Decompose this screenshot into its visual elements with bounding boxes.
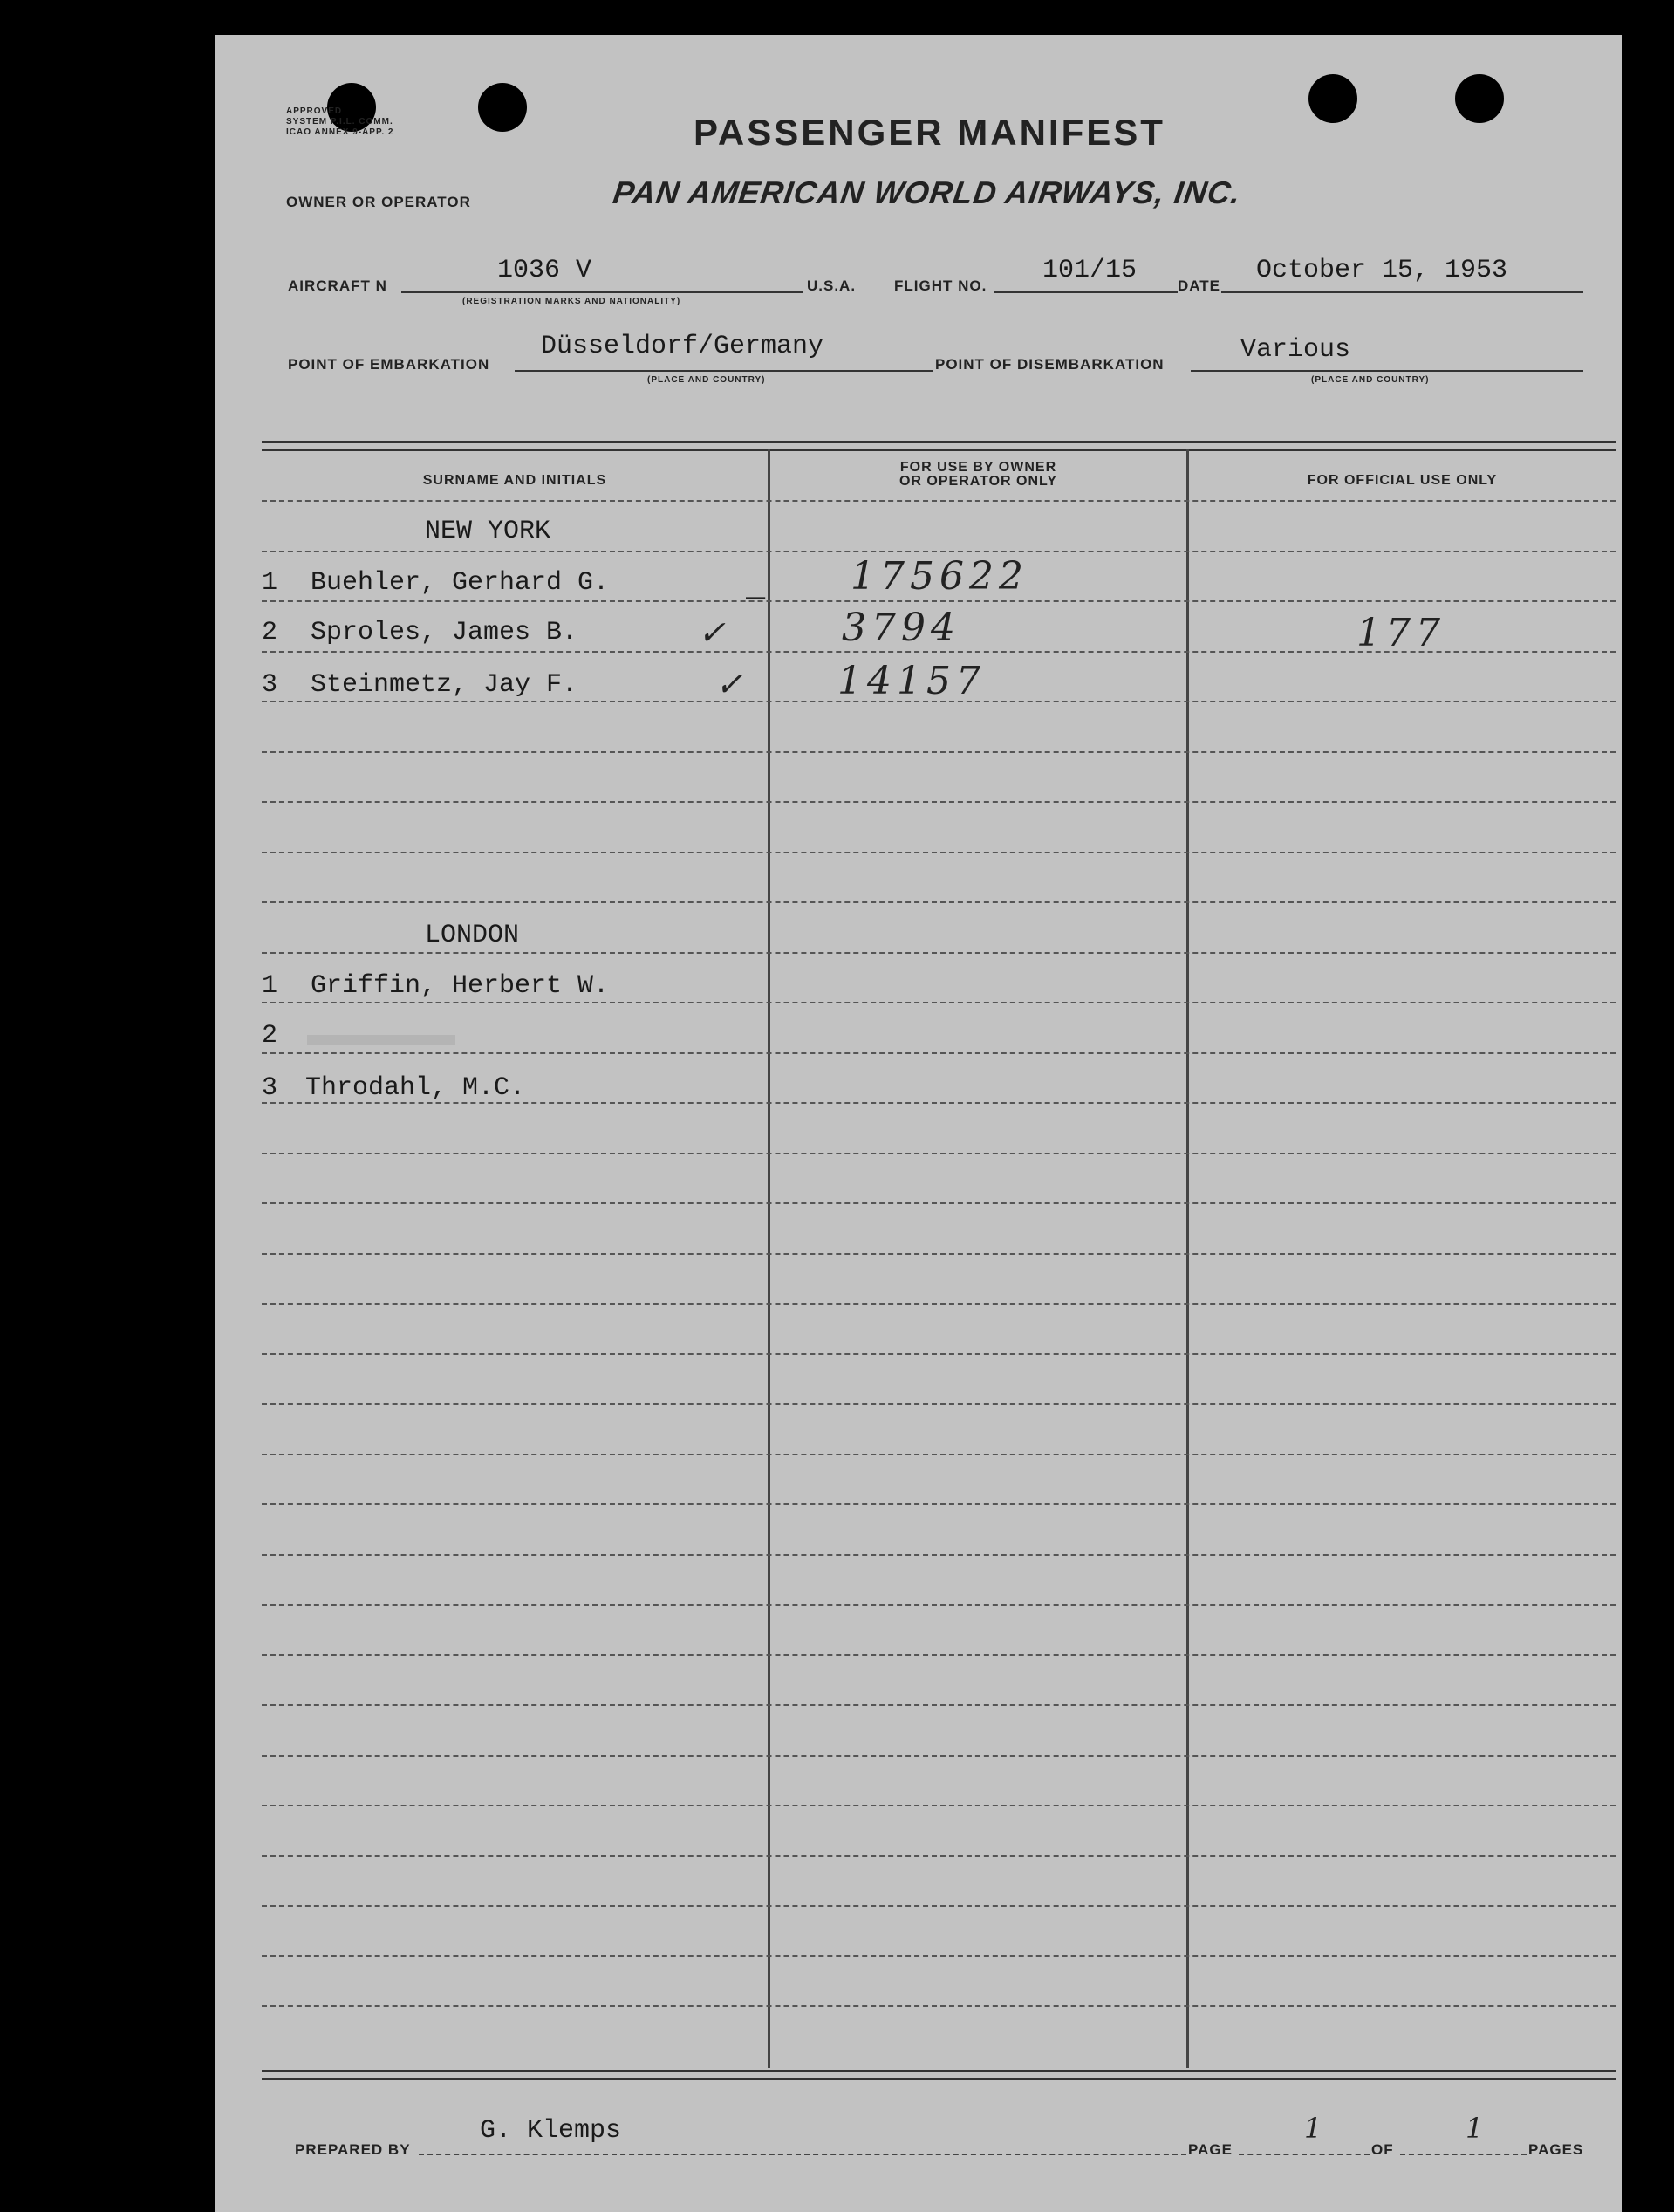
row-number: 1	[262, 971, 278, 1001]
prepared-underline	[419, 2154, 1186, 2155]
date-underline	[1221, 291, 1583, 293]
aircraft-underline	[401, 291, 803, 293]
punch-hole-4	[1455, 74, 1504, 123]
approval-stamp	[286, 106, 393, 138]
disembark-underline	[1191, 370, 1583, 372]
ruled-row-line	[262, 1303, 1616, 1305]
owner-label: OWNER OR OPERATOR	[286, 194, 471, 210]
operator-number: 3794	[842, 606, 960, 650]
page-label: PAGE	[1188, 2141, 1233, 2158]
ruled-row-line	[262, 1704, 1616, 1706]
row-number: 3	[262, 670, 278, 700]
passenger-name: Throdahl, M.C.	[305, 1073, 526, 1103]
prepared-label: PREPARED BY	[295, 2141, 411, 2158]
table-bottom-border	[262, 2070, 1616, 2080]
aircraft-label: AIRCRAFT N	[288, 277, 387, 294]
usa-label: U.S.A.	[807, 277, 857, 294]
ruled-row-line	[262, 1153, 1616, 1154]
check-mark: –	[746, 577, 766, 615]
ruled-row-line	[262, 1654, 1616, 1656]
form-title: PASSENGER MANIFEST	[694, 112, 1165, 153]
flight-underline	[994, 291, 1178, 293]
aircraft-value: 1036 V	[497, 256, 592, 285]
passenger-name: Griffin, Herbert W.	[311, 971, 610, 1001]
group-heading-new-york: NEW YORK	[425, 517, 551, 546]
ruled-row-line	[262, 1805, 1616, 1806]
ruled-row-line	[262, 1955, 1616, 1957]
ruled-row-line	[262, 1403, 1616, 1405]
airline-name: PAN AMERICAN WORLD AIRWAYS, INC.	[611, 175, 1244, 210]
ruled-row-line	[262, 1353, 1616, 1355]
ruled-row-line	[262, 1554, 1616, 1556]
disembark-value: Various	[1240, 335, 1351, 365]
aircraft-sub: (REGISTRATION MARKS AND NATIONALITY)	[462, 297, 681, 306]
ruled-row-line	[262, 1002, 1616, 1003]
ruled-row-line	[262, 1604, 1616, 1606]
column-header-operator-line2: OR OPERATOR ONLY	[898, 474, 1058, 489]
ruled-row-line	[262, 1855, 1616, 1857]
operator-number: 175622	[851, 554, 1028, 599]
check-mark: ✓	[698, 615, 726, 652]
ruled-row-line	[262, 952, 1616, 954]
passenger-name: Sproles, James B.	[311, 618, 578, 647]
ruled-row-line	[262, 1503, 1616, 1505]
embark-sub: (PLACE AND COUNTRY)	[647, 375, 766, 385]
of-value: 1	[1466, 2112, 1489, 2145]
approval-line-1: APPROVED	[286, 106, 343, 116]
official-number: 177	[1356, 611, 1445, 655]
ruled-row-line	[262, 551, 1616, 552]
passenger-name: Buehler, Gerhard G.	[311, 568, 610, 598]
ruled-row-line	[262, 1253, 1616, 1255]
page-value: 1	[1304, 2112, 1328, 2145]
ruled-row-line	[262, 1202, 1616, 1204]
disembark-label: POINT OF DISEMBARKATION	[935, 356, 1165, 373]
ruled-row-line	[262, 1454, 1616, 1455]
prepared-value: G. Klemps	[480, 2116, 622, 2146]
date-label: DATE	[1178, 277, 1221, 294]
embark-value: Düsseldorf/Germany	[541, 332, 824, 361]
ruled-row-line	[262, 2005, 1616, 2007]
ruled-row-line	[262, 751, 1616, 753]
operator-number: 14157	[837, 659, 986, 703]
punch-hole-3	[1308, 74, 1357, 123]
row-number: 2	[262, 618, 278, 647]
page-underline	[1239, 2154, 1370, 2155]
pages-label: PAGES	[1528, 2141, 1584, 2158]
punch-hole-2	[478, 83, 527, 132]
date-value: October 15, 1953	[1256, 256, 1508, 285]
passenger-name: Steinmetz, Jay F.	[311, 670, 578, 700]
flight-label: FLIGHT NO.	[894, 277, 987, 294]
approval-line-2: SYSTEM P.I.L. COMM.	[286, 117, 393, 127]
column-header-operator-line1: FOR USE BY OWNER	[899, 460, 1057, 475]
ruled-row-line	[262, 1905, 1616, 1907]
ruled-row-line	[262, 1052, 1616, 1054]
flight-value: 101/15	[1042, 256, 1138, 285]
row-number: 3	[262, 1073, 278, 1103]
column-header-operator	[770, 461, 1186, 489]
check-mark: ✓	[715, 667, 743, 703]
ruled-row-line	[262, 901, 1616, 903]
ruled-row-line	[262, 500, 1616, 502]
row-number: 2	[262, 1021, 278, 1051]
group-heading-london: LONDON	[425, 921, 520, 950]
ruled-row-line	[262, 852, 1616, 853]
ruled-row-line	[262, 801, 1616, 803]
erased-name	[307, 1035, 455, 1045]
of-underline	[1400, 2154, 1527, 2155]
embark-underline	[515, 370, 933, 372]
column-divider-2	[1186, 449, 1189, 2068]
approval-line-3: ICAO ANNEX 9-APP. 2	[286, 127, 394, 137]
ruled-row-line	[262, 600, 1616, 602]
embark-label: POINT OF EMBARKATION	[288, 356, 490, 373]
of-label: OF	[1371, 2141, 1394, 2158]
table-top-border	[262, 441, 1616, 451]
disembark-sub: (PLACE AND COUNTRY)	[1311, 375, 1430, 385]
row-number: 1	[262, 568, 278, 598]
column-divider-1	[768, 449, 770, 2068]
ruled-row-line	[262, 1755, 1616, 1757]
column-header-surname: SURNAME AND INITIALS	[422, 473, 607, 488]
column-header-official: FOR OFFICIAL USE ONLY	[1307, 473, 1498, 488]
